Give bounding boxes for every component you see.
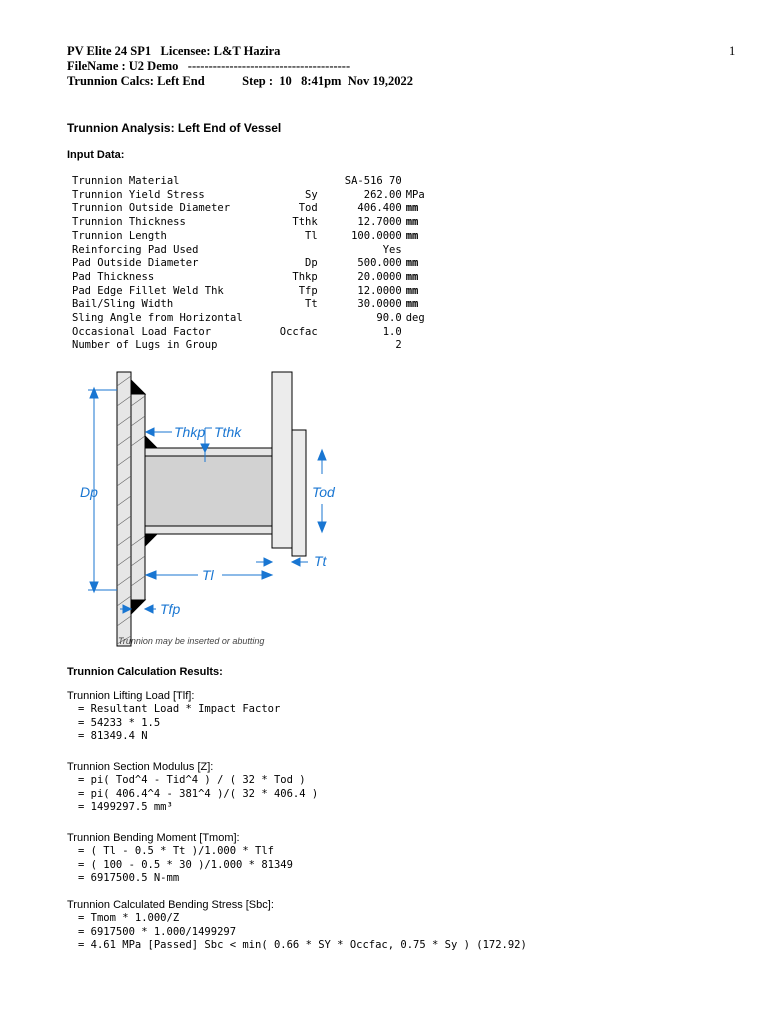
calc-line: = 1499297.5 mm³ xyxy=(78,801,173,814)
input-value: 262.00 xyxy=(363,188,402,201)
input-value: 1.0 xyxy=(382,325,402,338)
calc-line: = ( Tl - 0.5 * Tt )/1.000 * Tlf xyxy=(78,845,274,857)
input-row xyxy=(72,271,425,285)
calc-line: = pi( 406.4^4 - 381^4 )/( 32 * 406.4 ) xyxy=(78,787,319,800)
input-symbol: Tfp xyxy=(298,284,318,297)
input-unit: MPa xyxy=(405,188,425,201)
input-unit xyxy=(402,244,425,258)
label-tod: Tod xyxy=(312,484,335,500)
input-row xyxy=(72,175,425,189)
input-row xyxy=(72,339,425,353)
results-heading: Trunnion Calculation Results: xyxy=(67,666,223,678)
input-unit xyxy=(402,175,425,189)
diagram-caption: Trunnion may be inserted or abutting xyxy=(118,636,265,646)
input-label: Sling Angle from Horizontal xyxy=(72,312,243,325)
input-row xyxy=(72,298,425,312)
input-unit: mm xyxy=(405,216,419,229)
input-symbol: Occfac xyxy=(279,325,318,338)
page-number: 1 xyxy=(729,44,736,58)
calc-block xyxy=(67,760,318,815)
vessel-shell-right xyxy=(272,372,292,548)
calc-line: = pi( Tod^4 - Tid^4 ) / ( 32 * Tod ) xyxy=(78,774,306,786)
calc-line: = Resultant Load * Impact Factor xyxy=(78,703,281,715)
calc-line: = Tmom * 1.000/Z xyxy=(78,912,180,924)
trunnion-pipe xyxy=(145,448,293,534)
input-unit: deg xyxy=(405,312,425,325)
input-value: 100.0000 xyxy=(351,229,402,242)
input-label: Pad Thickness xyxy=(72,270,155,283)
input-unit: mm xyxy=(405,229,419,242)
input-unit: mm xyxy=(405,257,419,270)
input-row xyxy=(72,202,425,216)
calc-block xyxy=(67,831,293,886)
input-symbol: Tl xyxy=(305,229,318,242)
input-symbol: Tt xyxy=(305,298,318,311)
header-line-filename: FileName : U2 Demo --------------------------------------- xyxy=(67,59,351,73)
input-unit xyxy=(402,339,425,353)
input-label: Trunnion Outside Diameter xyxy=(72,202,231,215)
input-unit: mm xyxy=(405,202,419,215)
calc-block xyxy=(67,689,280,744)
input-data-heading: Input Data: xyxy=(67,149,125,161)
input-unit: mm xyxy=(405,298,419,311)
input-label: Pad Edge Fillet Weld Thk xyxy=(72,284,224,297)
input-symbol xyxy=(243,244,330,258)
input-row xyxy=(72,244,425,258)
label-tfp: Tfp xyxy=(160,601,181,617)
input-value: 406.400 xyxy=(357,202,402,215)
calc-title: Trunnion Calculated Bending Stress [Sbc]: xyxy=(67,899,274,911)
calc-line: = 6917500.5 N-mm xyxy=(78,872,180,885)
input-data-table xyxy=(72,175,425,353)
calc-line: = 81349.4 N xyxy=(78,730,148,743)
input-label: Reinforcing Pad Used xyxy=(72,243,199,256)
input-symbol xyxy=(243,312,330,326)
calc-title: Trunnion Section Modulus [Z]: xyxy=(67,761,214,773)
input-symbol: Tod xyxy=(298,202,318,215)
input-symbol: Thkp xyxy=(292,270,318,283)
calc-block xyxy=(67,898,527,953)
input-value: 12.0000 xyxy=(357,284,402,297)
label-thkp: Thkp xyxy=(174,424,206,440)
input-value: 500.000 xyxy=(357,257,402,270)
input-value: 2 xyxy=(395,339,402,352)
input-label: Trunnion Length xyxy=(72,229,167,242)
input-value: 12.7000 xyxy=(357,216,402,229)
calc-title: Trunnion Lifting Load [Tlf]: xyxy=(67,690,195,702)
input-symbol xyxy=(243,175,330,189)
reinforcing-pad xyxy=(131,394,145,600)
input-symbol: Tthk xyxy=(292,216,318,229)
input-label: Bail/Sling Width xyxy=(72,298,174,311)
trunnion-diagram xyxy=(80,366,350,651)
input-value: 90.0 xyxy=(376,312,402,325)
vessel-shell xyxy=(117,372,131,646)
input-row xyxy=(72,312,425,326)
label-tl: Tl xyxy=(202,567,214,583)
input-label: Occasional Load Factor xyxy=(72,325,212,338)
input-row xyxy=(72,326,425,340)
input-value: Yes xyxy=(382,243,402,256)
input-row xyxy=(72,189,425,203)
input-symbol: Sy xyxy=(305,188,318,201)
page-title: Trunnion Analysis: Left End of Vessel xyxy=(67,121,282,135)
input-value: 20.0000 xyxy=(357,270,402,283)
calc-line: = ( 100 - 0.5 * 30 )/1.000 * 81349 xyxy=(78,858,293,871)
input-symbol: Dp xyxy=(305,257,318,270)
label-tthk: Tthk xyxy=(214,424,242,440)
label-tt: Tt xyxy=(314,553,327,569)
label-dp: Dp xyxy=(80,484,98,500)
input-row xyxy=(72,216,425,230)
calc-line: = 54233 * 1.5 xyxy=(78,716,161,729)
input-value: 30.0000 xyxy=(357,298,402,311)
input-row xyxy=(72,285,425,299)
input-symbol xyxy=(243,339,330,353)
input-label: Number of Lugs in Group xyxy=(72,339,218,352)
calc-title: Trunnion Bending Moment [Tmom]: xyxy=(67,832,240,844)
calc-line: = 4.61 MPa [Passed] Sbc < min( 0.66 * SY * Occfac, 0.75 * Sy ) (172.92) xyxy=(78,939,527,952)
input-label: Trunnion Thickness xyxy=(72,216,186,229)
calc-line: = 6917500 * 1.000/1499297 xyxy=(78,925,237,938)
input-unit: mm xyxy=(405,270,419,283)
input-label: Trunnion Material xyxy=(72,175,180,187)
input-unit xyxy=(402,326,425,340)
input-row xyxy=(72,257,425,271)
report-header xyxy=(67,44,413,89)
sling-plate xyxy=(292,430,306,556)
header-line-step: Trunnion Calcs: Left End Step : 10 8:41pm Nov 19,2022 xyxy=(67,74,413,88)
input-value: SA-516 70 xyxy=(344,175,402,187)
input-label: Trunnion Yield Stress xyxy=(72,188,205,201)
input-row xyxy=(72,230,425,244)
input-unit: mm xyxy=(405,284,419,297)
input-label: Pad Outside Diameter xyxy=(72,257,199,270)
header-line-program: PV Elite 24 SP1 Licensee: L&T Hazira xyxy=(67,44,281,58)
